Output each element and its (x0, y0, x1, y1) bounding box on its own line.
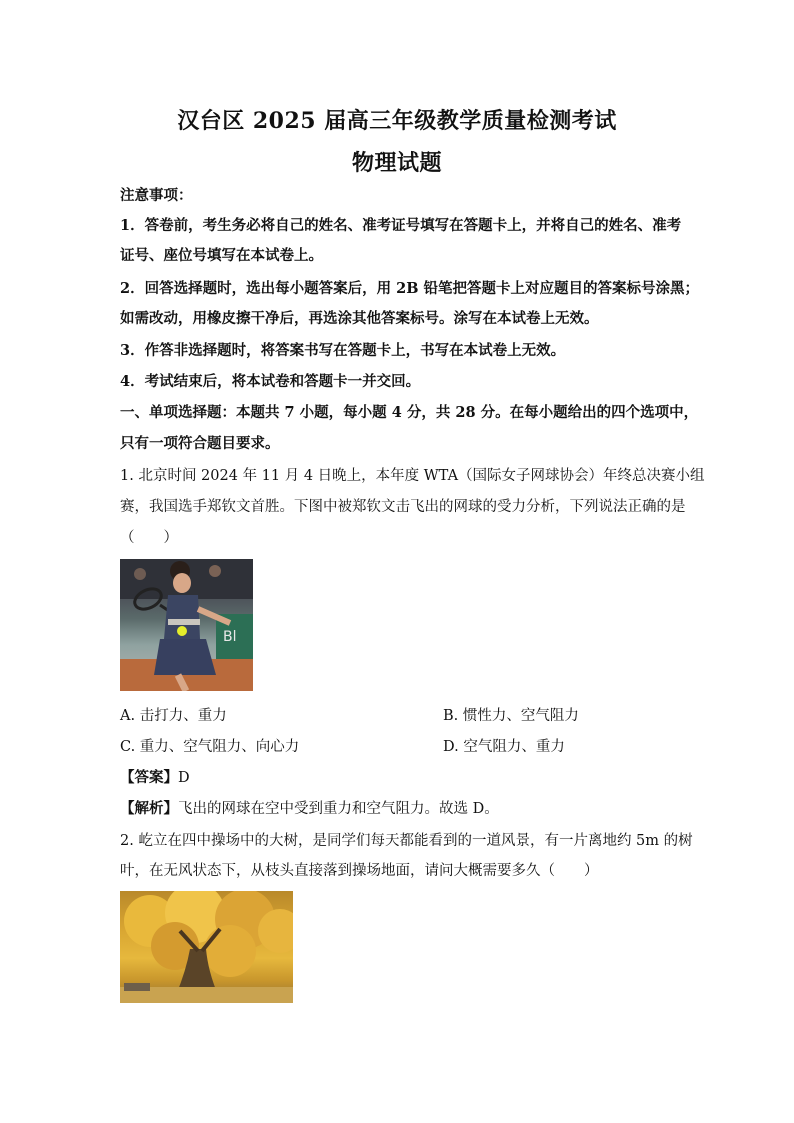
notice-heading: 注意事项： (120, 187, 193, 204)
svg-text:Bl: Bl (223, 629, 237, 645)
q2-stem-line-2: 叶，在无风状态下，从枝头直接落到操场地面，请问大概需要多久（ ） (120, 863, 599, 879)
q1-analysis (120, 799, 680, 819)
tennis-player-photo (120, 559, 253, 691)
analysis-tag: 【解析】 (120, 800, 178, 817)
q1-option-b: B. 惯性力、空气阻力 (443, 708, 579, 724)
section-heading-line-1: 一、单项选择题：本题共 7 小题，每小题 4 分，共 28 分。在每小题给出的四个选项中， (120, 404, 699, 421)
q1-answer (120, 768, 680, 788)
notice-line-3: 2．回答选择题时，选出每小题答案后，用 2B 铅笔把答题卡上对应题目的答案标号涂黑； (120, 280, 700, 297)
q2-stem-line-1: 2. 屹立在四中操场中的大树，是同学们每天都能看到的一道风景，有一片离地约 5m 的树 (120, 833, 693, 849)
answer-value: D (178, 770, 190, 786)
q1-stem-line-2: 赛，我国选手郑钦文首胜。下图中被郑钦文击飞出的网球的受力分析，下列说法正确的是 (120, 499, 686, 515)
notice-line-2: 证号、座位号填写在本试卷上。 (120, 247, 323, 264)
notice-line-6: 4．考试结束后，将本试卷和答题卡一并交回。 (120, 373, 421, 390)
notice-line-5: 3．作答非选择题时，将答案书写在答题卡上，书写在本试卷上无效。 (120, 342, 566, 359)
q1-option-a: A. 击打力、重力 (120, 708, 227, 724)
q1-option-d: D. 空气阻力、重力 (443, 739, 565, 755)
q1-stem-line-1: 1. 北京时间 2024 年 11 月 4 日晚上，本年度 WTA（国际女子网球协会）年终总决赛小组 (120, 468, 705, 484)
q1-option-c: C. 重力、空气阻力、向心力 (120, 739, 300, 755)
notice-line-1: 1．答卷前，考生务必将自己的姓名、准考证号填写在答题卡上，并将自己的姓名、准考 (120, 217, 682, 234)
subject-title: 物理试题 (351, 150, 442, 176)
answer-tag: 【答案】 (120, 769, 178, 786)
q1-stem-line-3: （ ） (120, 530, 178, 546)
exam-title: 汉台区 2025 届高三年级教学质量检测考试 (177, 108, 617, 134)
section-heading-line-2: 只有一项符合题目要求。 (120, 435, 280, 452)
notice-line-4: 如需改动，用橡皮擦干净后，再选涂其他答案标号。涂写在本试卷上无效。 (120, 310, 599, 327)
ginkgo-tree-photo (120, 891, 293, 1003)
analysis-text: 飞出的网球在空中受到重力和空气阻力。故选 D。 (178, 801, 499, 817)
